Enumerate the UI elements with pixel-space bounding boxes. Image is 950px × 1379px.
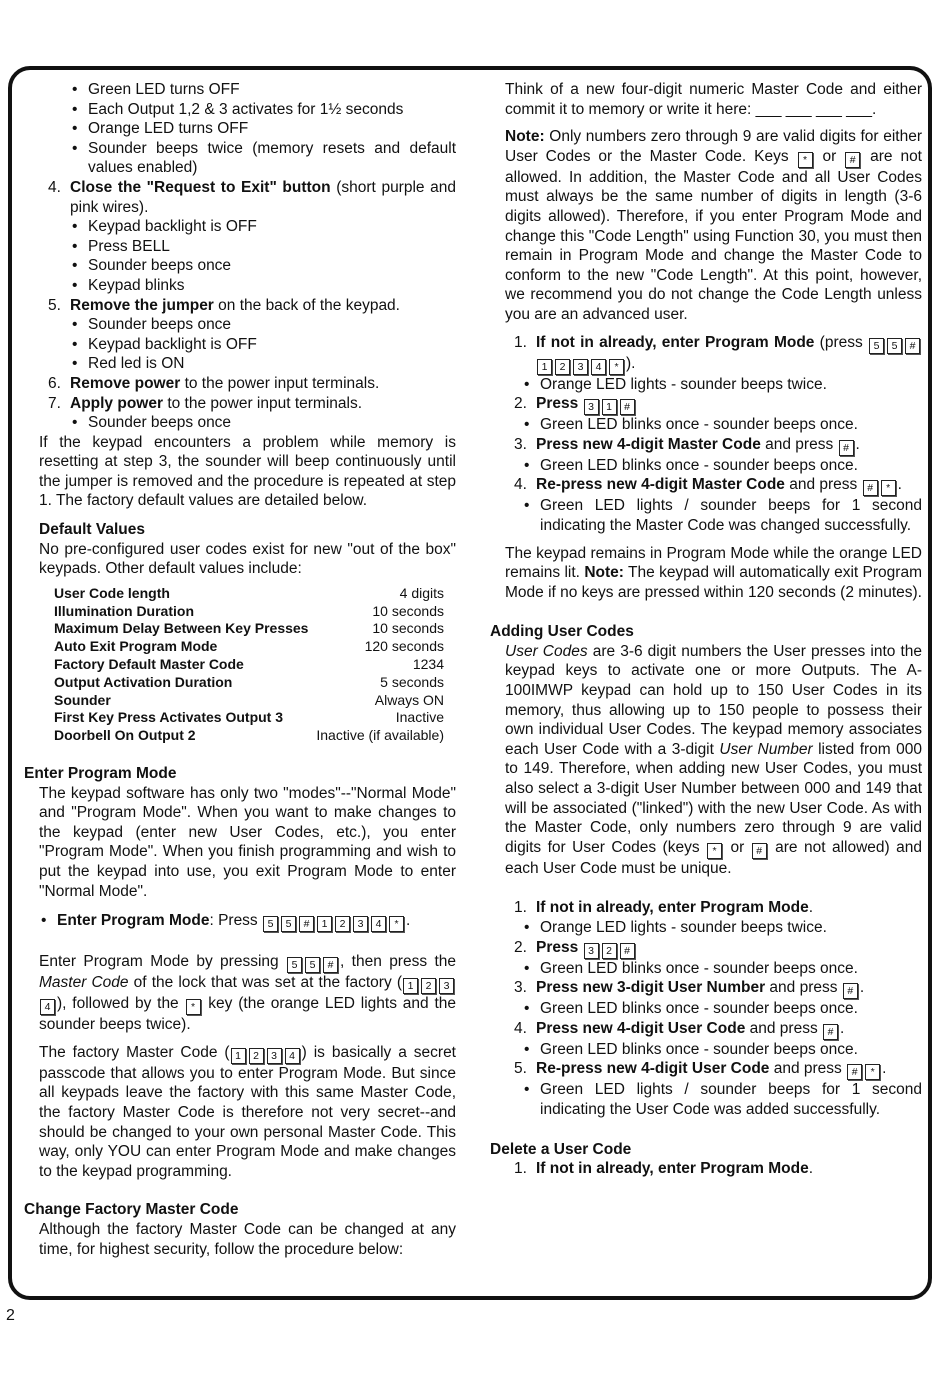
default-values-heading: Default Values [39, 521, 145, 539]
table-row: Output Activation Duration 5 seconds [54, 673, 444, 690]
user-step-1: 1. If not in already, enter Program Mode. [514, 899, 814, 917]
table-row: Illumination Duration 10 seconds [54, 602, 444, 619]
key-hash-icon: # [620, 399, 635, 415]
delete-heading: Delete a User Code [490, 1140, 632, 1158]
key-3-icon: 3 [353, 916, 368, 932]
key-hash-icon: # [847, 1064, 862, 1080]
delete-step-1: 1. If not in already, enter Program Mode. [514, 1160, 814, 1178]
list-item: • Red led is ON [70, 354, 456, 374]
page-number: 2 [6, 1307, 15, 1324]
key-hash-icon: # [843, 983, 858, 999]
key-hash-icon: # [752, 843, 767, 859]
note-paragraph: Note: Only numbers zero through 9 are valid digits for either User Codes or the Master Code. Keys * or # are not allowed. In addition, the Master Code and all User Codes must always be the same number of digits in length (3-6 digits allowed). Therefore, if you enter Program Mode and change this "Code Length" using Function 30, you must then remain in Program Mode and change the Master Code to conform to the new "Code Length". At this point, however, we recommend you do not change the Code Length unless you are an advanced user. [505, 128, 922, 323]
list-item: • Green LED blinks once - sounder beeps once. [522, 1040, 922, 1060]
list-item: • Sounder beeps once [70, 256, 456, 276]
adding-heading: Adding User Codes [490, 623, 634, 641]
step-5: 5. Remove the jumper on the back of the keypad. [48, 296, 400, 314]
key-3-icon: 3 [267, 1048, 282, 1064]
change-master-paragraph: Although the factory Master Code can be changed at any time, for highest security, follow the procedure below: [39, 1220, 456, 1258]
key-5-icon: 5 [263, 916, 278, 932]
enter-program-paragraph-2: Enter Program Mode by pressing 5 5 # , then press the Master Code of the lock that was set at the factory ( 1 2 34 ), followed by the * key (the orange LED lights and the sounder beeps twice). [39, 953, 457, 1034]
list-item: • Sounder beeps twice (memory resets and default values enabled) [70, 139, 456, 178]
key-hash-icon: # [845, 152, 860, 168]
right-column [490, 80, 922, 1179]
key-hash-icon: # [823, 1024, 838, 1040]
table-row: Maximum Delay Between Key Presses 10 seconds [54, 620, 444, 637]
key-5-icon: 5 [287, 957, 302, 973]
change-master-heading: Change Factory Master Code [24, 1201, 239, 1219]
key-2-icon: 2 [555, 359, 570, 375]
list-item: • Press BELL [70, 237, 456, 257]
enter-program-heading: Enter Program Mode [24, 765, 177, 783]
key-5-icon: 5 [869, 338, 884, 354]
list-item: • Keypad backlight is OFF [70, 217, 456, 237]
user-step-3: 3. Press new 3-digit User Number and press # . [514, 979, 865, 998]
key-hash-icon: # [839, 440, 854, 456]
step-7: 7. Apply power to the power input terminals. [48, 394, 363, 412]
key-3-icon: 3 [573, 359, 588, 375]
key-1-icon: 1 [602, 399, 617, 415]
key-4-icon: 4 [40, 999, 55, 1015]
list-item: • Each Output 1,2 & 3 activates for 1½ seconds [70, 100, 456, 120]
enter-program-bullet: • Enter Program Mode: Press 5 5 # 1 2 3 4 * . [39, 911, 456, 932]
table-row: First Key Press Activates Output 3 Inactive [54, 709, 444, 726]
key-2-icon: 2 [602, 943, 617, 959]
list-item: • Green LED blinks once - sounder beeps once. [522, 959, 922, 979]
key-star-icon: * [707, 843, 722, 859]
table-row: Doorbell On Output 2 Inactive (if available) [54, 727, 444, 744]
key-3-icon: 3 [439, 978, 454, 994]
master-step-4: 4. Re-press new 4-digit Master Code and press # * . [514, 476, 902, 495]
key-1-icon: 1 [317, 916, 332, 932]
default-values-intro: No pre-configured user codes exist for new "out of the box" keypads. Other default values include: [39, 540, 456, 578]
adding-paragraph: User Codes are 3-6 digit numbers the User presses into the keypad keys to activate one or more Outputs. The A-100IMWP keypad can hold up to 150 User Codes in its memory, thus allowing up to 150 people to possess their own individual User Codes. The keypad memory associates each User Code with a 3-digit User Number listed from 000 to 149. Therefore, when adding new User Codes, you must also select a 3-digit User Number between 000 and 149 that will be associated ("linked") with the new User Code. As with the Master Code, only numbers zero through 9 are valid digits for User Codes (keys * or # are not allowed) and each User Code must be unique. [505, 642, 923, 877]
master-step-3: 3. Press new 4-digit Master Code and press # . [514, 435, 860, 454]
table-row: User Code length 4 digits [54, 584, 444, 601]
list-item: • Keypad blinks [70, 276, 456, 296]
master-step-1: 1. If not in already, enter Program Mode (press 5 5 #1 2 3 4 * ). [514, 333, 922, 375]
key-1-icon: 1 [403, 978, 418, 994]
table-row: Sounder Always ON [54, 691, 444, 708]
key-3-icon: 3 [584, 943, 599, 959]
table-row: Auto Exit Program Mode 120 seconds [54, 638, 444, 655]
key-4-icon: 4 [285, 1048, 300, 1064]
key-2-icon: 2 [249, 1048, 264, 1064]
key-5-icon: 5 [887, 338, 902, 354]
think-paragraph: Think of a new four-digit numeric Master Code and either commit it to memory or write it here: ___ ___ ___ ___. [505, 81, 922, 118]
list-item: • Green LED blinks once - sounder beeps once. [522, 999, 922, 1019]
key-star-icon: * [609, 359, 624, 375]
key-5-icon: 5 [281, 916, 296, 932]
key-4-icon: 4 [371, 916, 386, 932]
list-item: • Orange LED lights - sounder beeps twice. [522, 918, 922, 938]
list-item: • Sounder beeps once [70, 413, 456, 433]
key-hash-icon: # [905, 338, 920, 354]
problem-paragraph: If the keypad encounters a problem while memory is resetting at step 3, the sounder will beep continuously until the jumper is removed and the procedure is repeated at step 1. The factory default values are detailed below. [39, 433, 456, 510]
user-step-4: 4. Press new 4-digit User Code and press # . [514, 1019, 845, 1038]
key-star-icon: * [881, 480, 896, 496]
list-item: • Green LED blinks once - sounder beeps once. [522, 415, 922, 435]
list-item: • Keypad backlight is OFF [70, 335, 456, 355]
list-item: • Sounder beeps once [70, 315, 456, 335]
key-1-icon: 1 [537, 359, 552, 375]
user-step-5: 5. Re-press new 4-digit User Code and press # * . [514, 1060, 887, 1079]
master-step-2: 2. Press 3 1 # [514, 394, 922, 415]
key-5-icon: 5 [305, 957, 320, 973]
key-2-icon: 2 [421, 978, 436, 994]
list-item: • Orange LED turns OFF [70, 119, 456, 139]
key-hash-icon: # [620, 943, 635, 959]
key-star-icon: * [186, 999, 201, 1015]
key-4-icon: 4 [591, 359, 606, 375]
key-star-icon: * [798, 152, 813, 168]
key-star-icon: * [865, 1064, 880, 1080]
enter-program-paragraph-3: The factory Master Code ( 1 2 3 4 ) is basically a secret passcode that allows you to enter Program Mode. But since all keypads leave the factory with this same Master Code, the factory Master Code is therefore not very secret--and should be changed to your own personal Master Code. This way, only YOU can enter Program Mode and make changes to the keypad programming. [39, 1043, 456, 1180]
list-item: • Green LED lights / sounder beeps for 1 second indicating the User Code was added successfully. [522, 1080, 922, 1119]
list-item: • Green LED lights / sounder beeps for 1 second indicating the Master Code was changed successfully. [522, 496, 922, 535]
default-values-table [54, 585, 444, 745]
key-star-icon: * [389, 916, 404, 932]
enter-program-paragraph: The keypad software has only two "modes"--"Normal Mode" and "Program Mode". When you want to make changes to the keypad (enter new User Codes, etc.), you enter "Program Mode". When you finish programming and wish to put the keypad into use, you exit Program Mode to enter "Normal Mode". [39, 784, 456, 900]
key-1-icon: 1 [231, 1048, 246, 1064]
user-step-2: 2. Press 3 2 # [514, 938, 922, 959]
step-6: 6. Remove power to the power input terminals. [48, 374, 380, 392]
key-hash-icon: # [323, 957, 338, 973]
list-item: • Green LED blinks once - sounder beeps once. [522, 456, 922, 476]
table-row: Factory Default Master Code 1234 [54, 656, 444, 673]
left-column [24, 80, 456, 1259]
key-3-icon: 3 [584, 399, 599, 415]
key-hash-icon: # [863, 480, 878, 496]
list-item: • Green LED turns OFF [70, 80, 456, 100]
step-4: 4. Close the "Request to Exit" button (short purple and pink wires). [48, 178, 456, 216]
key-hash-icon: # [299, 916, 314, 932]
list-item: • Orange LED lights - sounder beeps twice. [522, 375, 922, 395]
remain-paragraph: The keypad remains in Program Mode while the orange LED remains lit. Note: The keypad will automatically exit Program Mode if no keys are pressed within 120 seconds (2 minutes). [505, 544, 922, 601]
key-2-icon: 2 [335, 916, 350, 932]
